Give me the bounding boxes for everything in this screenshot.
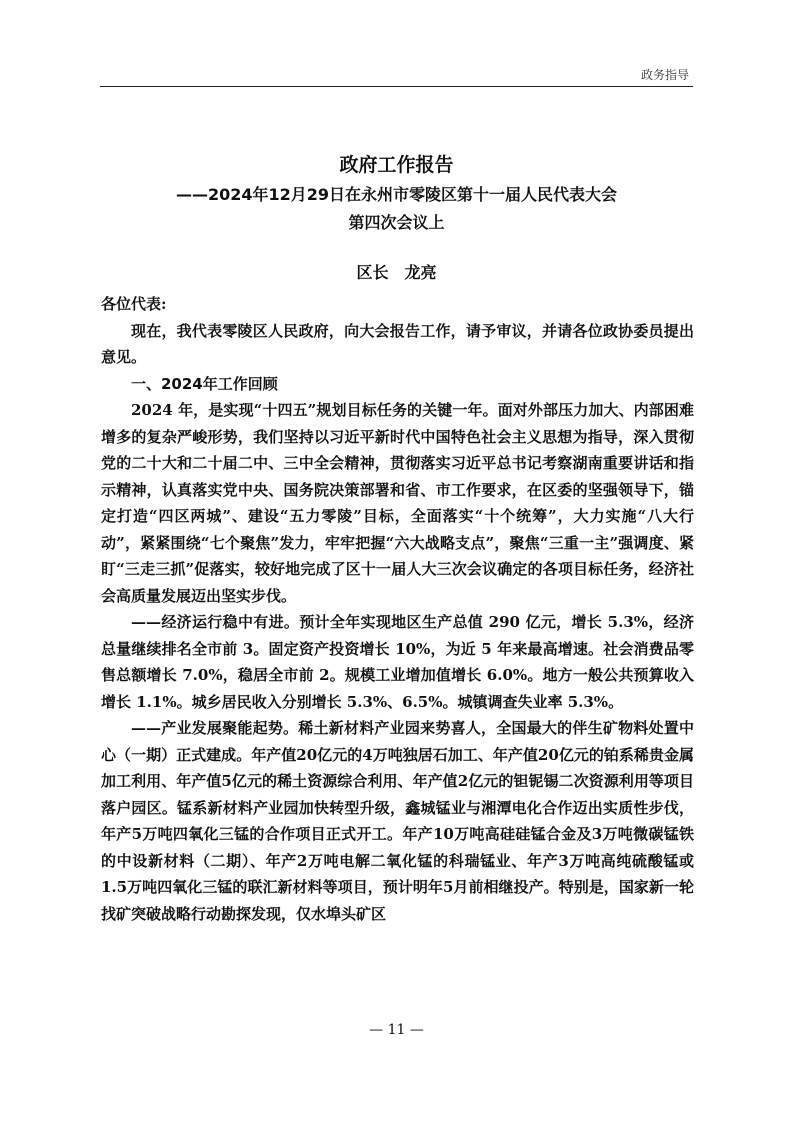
paragraph-industry: ——产业发展聚能起势。稀土新材料产业园来势喜人，全国最大的伴生矿物料处置中心（一期）正式建成。年产值20亿元的4万吨独居石加工、年产值20亿元的铂系稀贵金属加工利用、年产值5亿元的稀土资源综合利用、年产值2亿元的钽铌锡二次资源利用等项目落户园区。锰系新材料产业园加快转型升级，鑫城锰业与湘潭电化合作迈出实质性步伐，年产5万吨四氧化三锰的合作项目正式开工。年产10万吨高硅硅锰合金及3万吨微碳锰铁的中设新材料（二期）、年产2万吨电解二氧化锰的科瑞锰业、年产3万吨高纯硫酸锰或1.5万吨四氧化三锰的联汇新材料等项目，预计明年5月前相继投产。特别是，国家新一轮找矿突破战略行动勘探发现，仅水埠头矿区: [101, 719, 694, 923]
paragraph-overview: 2024 年，是实现“十四五”规划目标任务的关键一年。面对外部压力加大、内部困难增多的复杂严峻形势，我们坚持以习近平新时代中国特色社会主义思想为指导，深入贯彻党的二十大和二十届二中、三中全会精神，贯彻落实习近平总书记考察湖南重要讲话和指示精神，认真落实党中央、国务院决策部署和省、市工作要求，在区委的坚强领导下，锚定打造“四区两城”、建设“五力零陵”目标，全面落实“十个统筹”，大力实施“八大行动”，紧紧围绕“七个聚焦”发力，牢牢把握“六大战略支点”，聚焦“三重一主”强调度、紧盯“三走三抓”促落实，较好地完成了区十一届人大三次会议确定的各项目标任务，经济社会高质量发展迈出坚实步伐。: [101, 401, 694, 605]
salutation: 各位代表:: [101, 295, 167, 313]
paragraph-economy: ——经济运行稳中有进。预计全年实现地区生产总值 290 亿元，增长 5.3%，经济总量继续排名全市前 3。固定资产投资增长 10%，为近 5 年来最高增速。社会消费品零售总额增长 7.0%，稳居全市前 2。规模工业增加值增长 6.0%。地方一般公共预算收入增长 1.1%。城乡居民收入分别增长 5.3%、6.5%。城镇调查失业率 5.3%。: [101, 613, 694, 711]
header-divider: [100, 86, 693, 87]
document-body: [101, 291, 694, 927]
document-title: 政府工作报告: [339, 154, 454, 176]
document-subtitle-line1: ——2024年12月29日在永州市零陵区第十一届人民代表大会: [175, 185, 618, 204]
section-heading: 一、2024年工作回顾: [131, 374, 278, 393]
page-number: — 11 —: [369, 1022, 424, 1038]
paragraph-intro: 现在，我代表零陵区人民政府，向大会报告工作，请予审议，并请各位政协委员提出意见。: [101, 321, 694, 366]
document-subtitle-line2: 第四次会议上: [348, 213, 445, 232]
header-section-label: 政务指导: [640, 68, 689, 82]
document-author: 区长 龙亮: [356, 263, 437, 282]
